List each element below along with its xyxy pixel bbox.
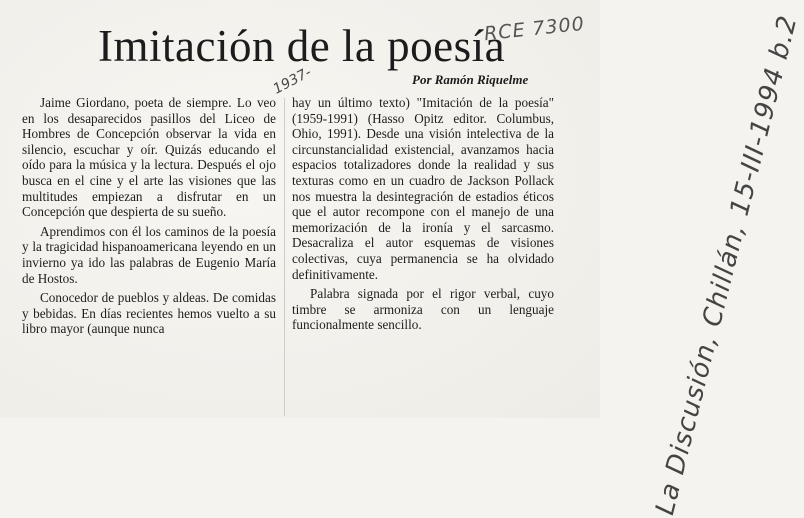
article-title: Imitación de la poesía <box>98 21 506 71</box>
left-paragraph-1: Jaime Giordano, poeta de siempre. Lo veo en los desaparecidos pasillos del Liceo de Hombres de Concepción observar la vida en silencio, escuchar y oír. Quizás educando el oído para la música y la lectura. Después el ojo busca en el cine y el arte las visiones que las multitudes empiezan a disfrutar en un Concepción que despierta de su sueño. <box>22 95 276 220</box>
left-paragraph-3: Conocedor de pueblos y aldeas. De comidas y bebidas. En días recientes hemos vuelto a su libro mayor (aunque nunca <box>22 290 276 337</box>
article-byline: Por Ramón Riquelme <box>412 72 529 87</box>
right-paragraph-1: hay un último texto) "Imitación de la poesía" (1959-1991) (Hasso Opitz editor. Columbus, Ohio, 1991). Desde una visión intelectiva de la circunstancialidad existencial, avanzamos hacia espacios totalizadores donde la realidad y sus texturas como en un cuadro de Jackson Pollack nos muestra la desintegración de estadios éticos que el autor recompone con el manejo de una memorización de la ironía y el sarcasmo. Desacraliza el autor esquemas de visiones colectivas, cuya permanencia se ha olvidado definitivamente. <box>292 95 554 282</box>
left-column <box>22 95 276 341</box>
handwritten-reference: RCE 7300 <box>483 12 586 46</box>
column-divider <box>284 98 285 416</box>
handwritten-year: 1937- <box>270 64 315 98</box>
right-column <box>292 95 554 337</box>
right-paragraph-2: Palabra signada por el rigor verbal, cuyo timbre se armoniza con un lenguaje funcionalmente sencillo. <box>292 286 554 333</box>
left-paragraph-2: Aprendimos con él los caminos de la poesía y la tragicidad hispanoamericana leyendo en un invierno ya ido las palabras de Eugenio María de Hostos. <box>22 223 276 286</box>
handwritten-margin-note: La Discusión, Chillán, 15-III-1994 b.2 <box>650 12 804 518</box>
